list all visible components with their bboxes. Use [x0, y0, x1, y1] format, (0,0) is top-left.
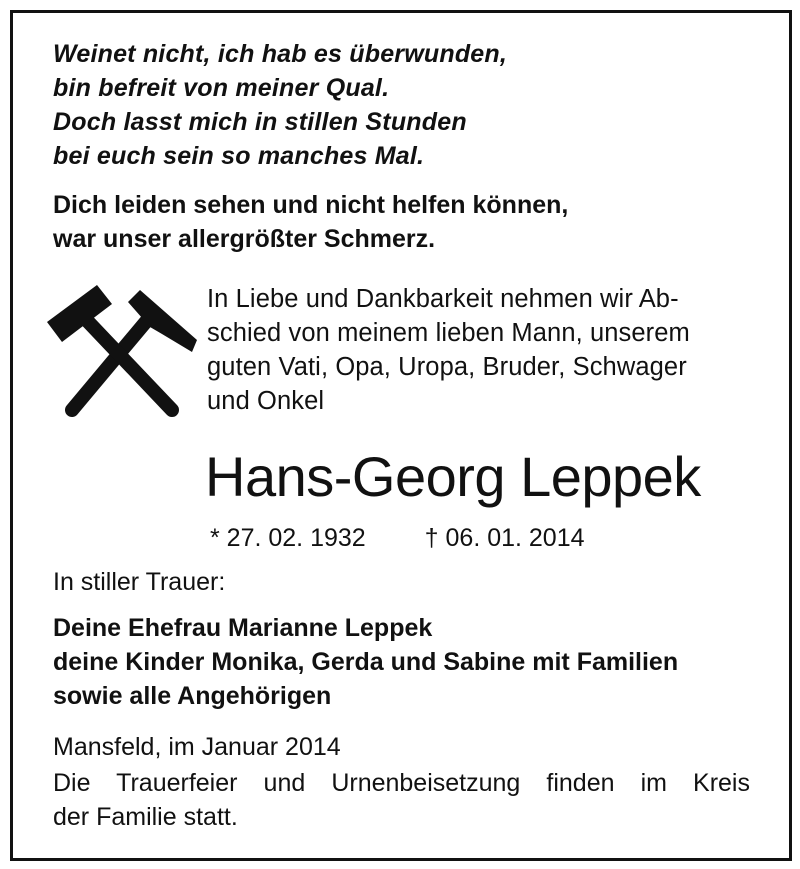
place-date: Mansfeld, im Januar 2014	[53, 733, 341, 761]
note-line: der Familie statt.	[53, 803, 238, 831]
intro-line: guten Vati, Opa, Uropa, Bruder, Schwager	[207, 353, 687, 381]
verse-line: war unser allergrößter Schmerz.	[53, 225, 436, 253]
poem-line: Doch lasst mich in stillen Stunden	[53, 108, 467, 136]
mourning-label: In stiller Trauer:	[53, 568, 226, 596]
intro-line: schied von meinem lieben Mann, unserem	[207, 319, 690, 347]
poem-line: Weinet nicht, ich hab es überwunden,	[53, 40, 508, 68]
intro-line: In Liebe und Dankbarkeit nehmen wir Ab-	[207, 285, 679, 313]
birth-date: * 27. 02. 1932	[210, 524, 366, 552]
hammer-and-pick-icon	[42, 282, 202, 432]
poem	[53, 37, 507, 173]
mourners-list	[53, 611, 678, 713]
deceased-name: Hans-Georg Leppek	[205, 445, 701, 508]
verse	[53, 188, 568, 256]
death-date: † 06. 01. 2014	[424, 524, 585, 552]
verse-line: Dich leiden sehen und nicht helfen können,	[53, 191, 569, 219]
poem-line: bin befreit von meiner Qual.	[53, 74, 390, 102]
mourner-line: deine Kinder Monika, Gerda und Sabine mit Familien	[53, 648, 679, 676]
intro-text	[207, 282, 752, 418]
life-dates	[210, 521, 585, 555]
note-line: Die Trauerfeier und Urnenbeisetzung finden im Kreis	[53, 769, 750, 797]
funeral-note	[53, 766, 750, 834]
mourner-line: sowie alle Angehörigen	[53, 682, 332, 710]
poem-line: bei euch sein so manches Mal.	[53, 142, 425, 170]
intro-line: und Onkel	[207, 387, 325, 415]
mourner-line: Deine Ehefrau Marianne Leppek	[53, 614, 433, 642]
